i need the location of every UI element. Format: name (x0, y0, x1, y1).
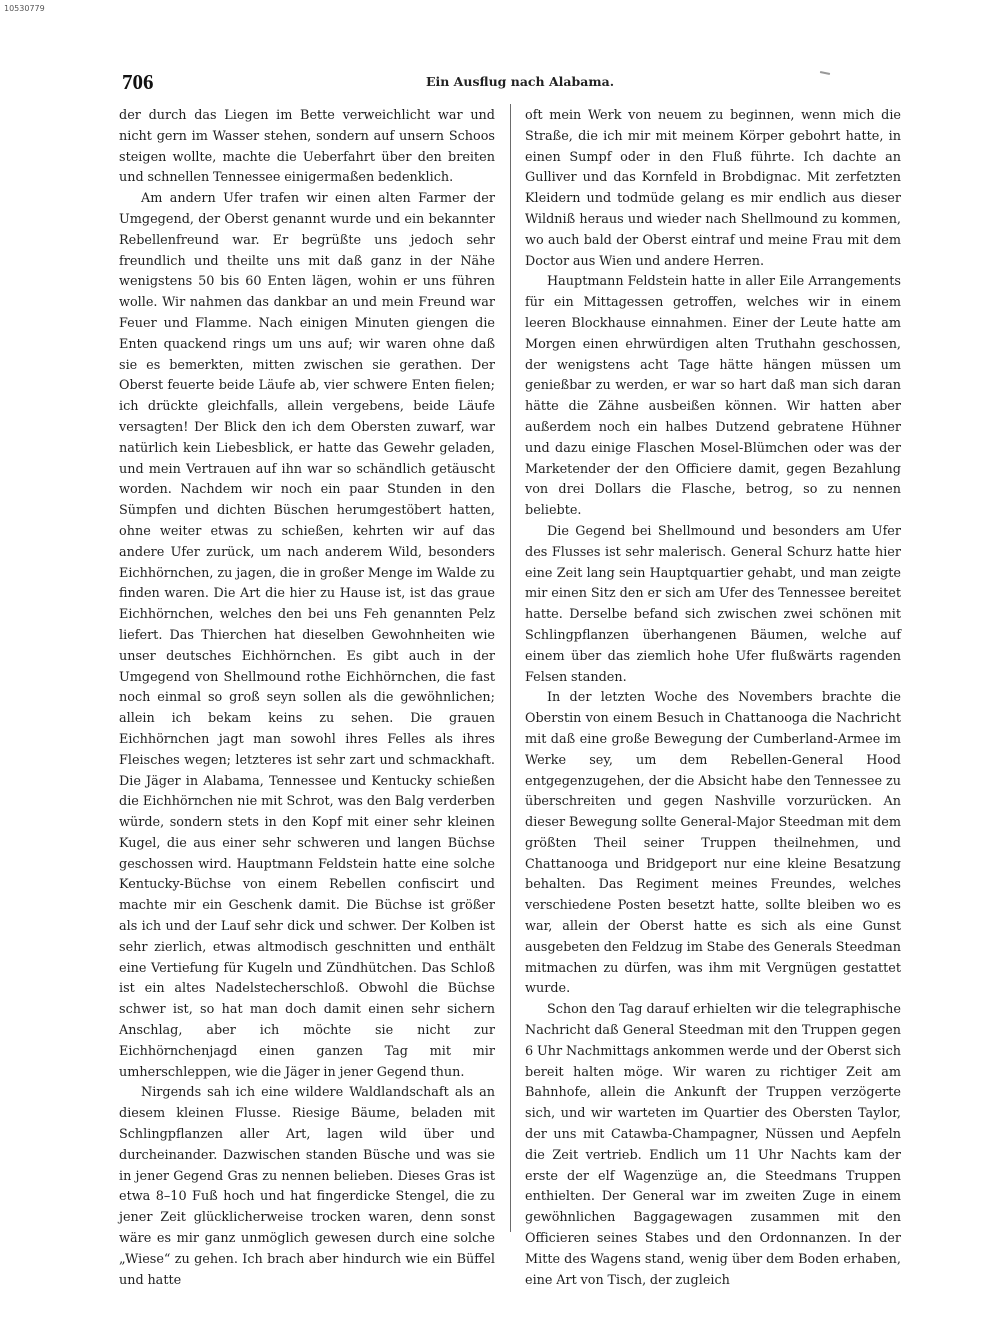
right-column (525, 106, 901, 1291)
paragraph: Schon den Tag darauf erhielten wir die telegraphische Nachricht daß General Steedman mit den Truppen gegen 6 Uhr Nachmittags ankommen werde und der Oberst sich bereit halten möge. Wir waren zu richtiger Zeit am Bahnhofe, allein die Ankunft der Truppen verzögerte sich, und wir warteten im Quartier des Obersten Taylor, der uns mit Catawba-Champagner, Nüssen und Aepfeln die Zeit vertrieb. Endlich um 11 Uhr Nachts kam der erste der elf Wagenzüge an, die Steedmans Truppen enthielten. Der General war im zweiten Zuge in einem gewöhnlichen Baggagewagen zusammen mit den Officieren seines Stabes und den Ordonnanzen. In der Mitte des Wagens stand, wenig über dem Boden erhaben, eine Art von Tisch, der zugleich (525, 1002, 901, 1288)
paragraph: Die Gegend bei Shellmound und besonders am Ufer des Flusses ist sehr malerisch. General Schurz hatte hier eine Zeit lang sein Hauptquartier gehabt, und man zeigte mir einen Sitz den er sich am Ufer des Tennessee bereitet hatte. Derselbe befand sich zwischen zwei schönen mit Schlingpflanzen überhangenen Bäumen, welche auf einem über das ziemlich hohe Ufer flußwärts ragenden Felsen standen. (525, 523, 901, 685)
paragraph: Nirgends sah ich eine wildere Waldlandschaft als an diesem kleinen Flusse. Riesige Bäume, beladen mit Schlingpflanzen aller Art, lagen wild über und durcheinander. Dazwischen standen Büsche und was sie in jener Gegend Gras zu nennen belieben. Dieses Gras ist etwa 8–10 Fuß hoch und hat fingerdicke Stengel, die zu jener Zeit glücklicherweise trocken waren, denn sonst wäre es mir ganz unmöglich gewesen durch eine solche „Wiese“ zu gehen. Ich brach aber hindurch wie ein Büffel und hatte (119, 1085, 495, 1288)
paragraph: In der letzten Woche des Novembers brachte die Oberstin von einem Besuch in Chattanooga die Nachricht mit daß eine große Bewegung der Cumberland-Armee im Werke sey, um dem Rebellen-General Hood entgegenzugehen, der die Absicht habe den Tennessee zu überschreiten und gegen Nashville vorzurücken. An dieser Bewegung sollte General-Major Steedman mit dem größten Theil seiner Truppen theilnehmen, und Chattanooga und Bridgeport nur eine kleine Besatzung behalten. Das Regiment meines Freundes, welches verschiedene Posten besetzt hatte, sollte bleiben wo es war, allein der Oberst hatte es sich als eine Gunst ausgebeten den Feldzug im Stabe des Generals Steedman mitmachen zu dürfen, was ihm mit Vergnügen gestattet wurde. (525, 690, 901, 997)
page-number: 706 (122, 70, 154, 94)
column-divider (510, 104, 511, 1232)
scan-id-label: 10530779 (4, 4, 45, 13)
paragraph: der durch das Liegen im Bette verweichlicht war und nicht gern im Wasser stehen, sondern auf unsern Schoos steigen wollte, machte die Ueberfahrt über den breiten und schnellen Tennessee einigermaßen bedenklich. (119, 108, 495, 186)
paragraph: Hauptmann Feldstein hatte in aller Eile Arrangements für ein Mittagessen getroffen, welches wir in einem leeren Blockhause einnahmen. Einer der Leute hatte am Morgen einen ehrwürdigen alten Truthahn geschossen, der wenigstens acht Tage hätte hängen müssen um genießbar zu werden, er war so hart daß man sich daran hätte die Zähne ausbeißen können. Wir hatten aber außerdem noch ein halbes Dutzend gebratene Hühner und dazu einige Flaschen Mosel-Blümchen oder was der Marketender der den Officiere damit, gegen Bezahlung von drei Dollars die Flasche, betrog, so zu nennen beliebte. (525, 274, 901, 519)
left-column (119, 106, 495, 1291)
paragraph: Am andern Ufer trafen wir einen alten Farmer der Umgegend, der Oberst genannt wurde und ein bekannter Rebellenfreund war. Er begrüßte uns jedoch sehr freundlich und theilte uns mit daß ganz in der Nähe wenigstens 50 bis 60 Enten lägen, wohin er uns führen wolle. Wir nahmen das dankbar an und mein Freund war Feuer und Flamme. Nach einigen Minuten giengen die Enten quackend rings um uns auf; wir waren ohne daß sie es bemerkten, mitten zwischen sie gerathen. Der Oberst feuerte beide Läufe ab, vier schwere Enten fielen; ich drückte gleichfalls, allein vergebens, beide Läufe versagten! Der Blick den ich dem Obersten zuwarf, war natürlich kein Liebesblick, er hatte das Gewehr geladen, und mein Vertrauen auf ihn war so schändlich getäuscht worden. Nachdem wir noch ein paar Stunden in den Sümpfen und dichten Büschen herumgestöbert hatten, ohne weiter etwas zu schießen, kehrten wir auf das andere Ufer zurück, um nach anderem Wild, besonders Eichhörnchen, zu jagen, die in großer Menge im Walde zu finden waren. Die Art die hier zu Hause ist, ist das graue Eichhörnchen, welches den bei uns Feh genannten Pelz liefert. Das Thierchen hat dieselben Gewohnheiten wie unser deutsches Eichhörnchen. Es gibt auch in der Umgegend von Shellmound rothe Eichhörnchen, die fast noch einmal so groß seyn sollen als die gewöhnlichen; allein ich bekam keins zu sehen. Die grauen Eichhörnchen jagt man sowohl ihres Felles als ihres Fleisches wegen; letzteres ist sehr zart und schmackhaft. Die Jäger in Alabama, Tennessee und Kentucky schießen die Eichhörnchen nie mit Schrot, was den Balg verderben würde, sondern stets in den Kopf mit einer sehr kleinen Kugel, die aus einer sehr schweren und langen Büchse geschossen wird. Hauptmann Feldstein hatte eine solche Kentucky-Büchse von einem Rebellen confiscirt und machte mir ein Geschenk damit. Die Büchse ist größer als ich und der Lauf sehr dick und schwer. Der Kolben ist sehr zierlich, etwas altmodisch geschnitten und enthält eine Vertiefung für Kugeln und Zündhütchen. Das Schloß ist ein altes Nadelstecherschloß. Obwohl die Büchse schwer ist, so hat man doch damit einen sehr sichern Anschlag, aber ich möchte sie nicht zur Eichhörnchenjagd einen ganzen Tag mit mir umherschleppen, wie die Jäger in jener Gegend thun. (119, 191, 495, 1080)
print-speck (820, 71, 830, 75)
paragraph: oft mein Werk von neuem zu beginnen, wenn mich die Straße, die ich mir mit meinem Körper gebohrt hatte, in einen Sumpf oder in den Fluß führte. Ich dachte an Gulliver und das Kornfeld in Brobdignac. Mit zerfetzten Kleidern und todmüde gelang es mir endlich aus dieser Wildniß heraus und wieder nach Shellmound zu kommen, wo auch bald der Oberst eintraf und meine Frau mit dem Doctor aus Wien und andere Herren. (525, 108, 901, 269)
running-title: Ein Ausflug nach Alabama. (425, 74, 615, 89)
